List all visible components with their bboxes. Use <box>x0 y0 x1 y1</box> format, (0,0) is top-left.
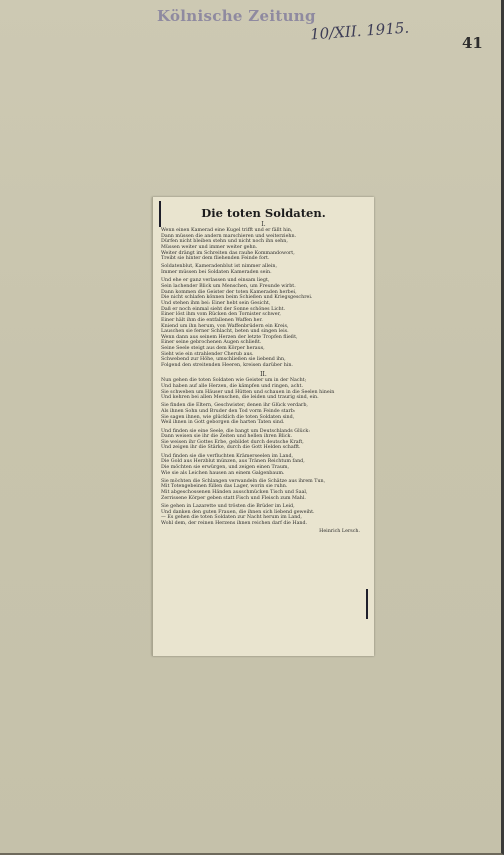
handwritten-date: 10/XII. 1915. <box>309 18 410 44</box>
poem-line: Und finden sie die verfluchten Krämerseelen im Land, <box>161 453 294 459</box>
poem-line: Und ehe er ganz verlassen und einsam liegt, <box>161 278 270 284</box>
poem-line: Seine Seele steigt aus dem Körper heraus, <box>161 346 265 352</box>
newspaper-stamp: Kölnische Zeitung <box>157 7 316 25</box>
poem-line: Sie weisen ihr Gottes Erbe, gebildet durch deutsche Kraft, <box>161 439 304 445</box>
pen-mark <box>366 589 368 619</box>
poem-line: Weil ihnen in Gott geborgen die harten Taten sind. <box>161 420 285 426</box>
poem-line: Lauschen sie ferner Schlacht, beten und singen leis. <box>161 329 289 335</box>
poem-line: Und danken den guten Frauen, die ihnen sich liebend geweiht. <box>161 509 315 515</box>
poem-line: Wenn dann aus seinem Herzen der letzte Tropfen fließt, <box>161 334 298 340</box>
poem-line: Die nicht schlafen können beim Schießen und Kriegsgeschrei. <box>161 295 313 301</box>
poem-line: Soldatenblut, Kameradenblut ist nimmer allein, <box>161 264 278 270</box>
poem-line: Die möchten sie erwürgen, und zeigen einen Traum, <box>161 464 289 470</box>
poem-line: Einer hält ihm die entfallenen Waffen her. <box>161 317 263 323</box>
poem-line: Sie finden die Eltern, Geschwister, denen ihr Glück verdarb, <box>161 403 308 409</box>
poem-stanza <box>161 504 366 527</box>
poem-author: Heinrich Lersch. <box>319 529 360 534</box>
poem-line: Sie schweben um Häuser und Hütten und schauen in die Seelen hinein <box>161 389 335 395</box>
poem-line: Sie möchten die Schlangen verwandeln die Schätze aus ihrem Tun, <box>161 478 326 484</box>
poem-line: Sein lachender Blick um Menschen, um Freunde wirbt. <box>161 283 296 289</box>
poem-line: Und finden sie eine Seele, die bangt um Deutschlands Glück: <box>161 428 310 434</box>
poem-line: Dann weisen sie ihr die Zeiten und hellen ihren Blick. <box>161 434 292 440</box>
poem-stanza <box>161 278 366 369</box>
poem-stanza <box>161 264 366 275</box>
poem-line: Die Gold aus Herzblut münzen, aus Tränen Reichtum fand, <box>161 459 305 465</box>
poem-line: Und kehren bei allen Menschen, die leiden und traurig sind, ein. <box>161 395 319 401</box>
poem-line: Folgend den streitenden Heeren, kreisen darüber hin. <box>161 363 293 369</box>
poem-line: Nun gehen die toten Soldaten wie Geister um in der Nacht; <box>161 378 307 384</box>
newspaper-clipping <box>152 197 374 656</box>
poem-line: Immer müssen bei Soldaten Kameraden sein. <box>161 270 272 276</box>
poem-title: Die toten Soldaten. <box>201 206 326 220</box>
part-two-body <box>161 378 366 526</box>
part-one-numeral: I. <box>261 221 266 228</box>
poem-line: Wohl dem, der reinen Herzens ihnen reichen darf die Hand. <box>161 520 308 526</box>
part-two-numeral: II. <box>260 371 267 379</box>
poem-line: Mit abgeschossenen Händen ausschmücken Tisch und Saal, <box>161 490 308 496</box>
poem-line: Weiter drängt im Schreiten das rauhe Kommandowort, <box>161 250 295 256</box>
poem-line: Einer löst ihm vom Rücken den Tornister schwer, <box>161 312 281 318</box>
poem-line: Sie sagen ihnen, wie glücklich die toten Soldaten sind, <box>161 414 295 420</box>
poem-stanza <box>161 378 366 401</box>
poem-stanza <box>161 429 366 452</box>
poem-line: Wie sie als Leichen hausen an einem Galgenbaum. <box>161 470 285 476</box>
poem-line: Dann müssen die andern marschieren und weiterziehn. <box>161 233 297 239</box>
poem-line: Und zeigen ihr die Stärke, durch die Gott Helden schafft. <box>161 445 301 451</box>
poem-line: Kniend um ihn herum, von Waffenbrüdern ein Kreis, <box>161 323 289 329</box>
part-one-body <box>161 228 366 369</box>
page-number: 41 <box>462 34 483 52</box>
poem-line: Treibt sie hinter dem fliehenden Feinde fort. <box>161 256 270 262</box>
poem-line: Und stehen ihm bei: Einer hebt sein Gesicht, <box>161 300 271 306</box>
poem-line: — Es gehen die toten Soldaten zur Nacht herum im Land, <box>161 515 302 521</box>
poem-line: Mit Totengebeinen füllen das Lager, worin sie ruhn. <box>161 484 288 490</box>
poem-stanza <box>161 403 366 426</box>
poem-line: Schwebend zur Höhe, umschließen sie liebend ihn, <box>161 357 286 363</box>
poem-stanza <box>161 454 366 477</box>
poem-line: Als ihnen Sohn und Bruder den Tod vorm Feinde starb: <box>161 409 296 415</box>
poem-line: Einer seine gebrochenen Augen schließt. <box>161 340 262 346</box>
poem-line: Dann kommen die Geister der toten Kameraden herbei, <box>161 289 297 295</box>
poem-line: Daß er noch einmal sieht der Sonne schönes Licht. <box>161 306 286 312</box>
poem-line: Dürfen nicht bleiben stehn und nicht noch ihn sehn, <box>161 239 288 245</box>
pen-mark <box>159 201 161 227</box>
poem-line: Müssen weiter und immer weiter gehn. <box>161 244 258 250</box>
poem-line: Sieht wie ein strahlender Cherub aus. <box>161 351 254 357</box>
poem-line: Sie gehen in Lazarette und trösten die Brüder im Leid, <box>161 503 295 509</box>
poem-stanza <box>161 228 366 262</box>
poem-stanza <box>161 479 366 502</box>
poem-line: Zerrissene Körper geben statt Fisch und Fleisch zum Mahl. <box>161 495 306 501</box>
poem-line: Und haben auf alle Herzen, die kämpfen und ringen, acht. <box>161 383 303 389</box>
poem-line: Wenn einen Kamerad eine Kugel trifft und er fällt hin, <box>161 228 293 233</box>
